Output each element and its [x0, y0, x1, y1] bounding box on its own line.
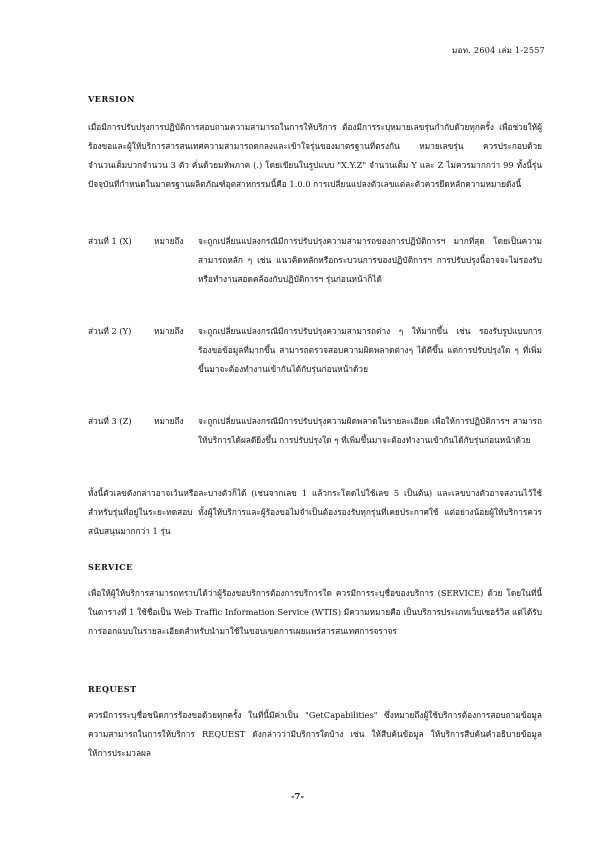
version-intro-paragraph: เมื่อมีการปรับปรุงการปฏิบัติการสอบถามความสามารถในการให้บริการ ต้องมีการระบุหมายเลขรุ่นกำกับด้วยทุกครั้ง เพื่อช่วยให้ผู้ร้องขอและผู้ให้บริการสารสนเทศความสามารถตกลงและเข้าใจรุ่นของมาตรฐานที่ตรงกัน หมายเลขรุ่น ควรประกอบด้วยจำนวนเต็มบวกจำนวน 3 ตัว คั่นด้วยมหัพภาค (.) โดยเขียนในรูปแบบ "X.Y.Z" จำนวนเต็ม Y และ Z ไม่ควรมากกว่า 99 ทั้งนี้รุ่นปัจจุบันที่กำหนดในมาตรฐานผลิตภัณฑ์อุตสาหกรรมนี้คือ 1.0.0 การเปลี่ยนแปลงตัวเลขแต่ละตัวควรยึดหลักความหมายดังนี้ [88, 122, 542, 189]
section-title-version: VERSION [88, 94, 135, 104]
version-item-description: จะถูกเปลี่ยนแปลงกรณีมีการปรับปรุงความสามารถต่าง ๆ ให้มากขึ้น เช่น รองรับรูปแบบการร้องขอข้อมูลที่มากขึ้น สามารถตรวจสอบความผิดพลาดต่างๆ ได้ดีขึ้น แต่การปรับปรุงใด ๆ ที่เพิ่มขึ้นมาจะต้องทำงานเข้ากันได้กับรุ่นก่อนหน้าด้วย [198, 326, 542, 374]
version-item-description: จะถูกเปลี่ยนแปลงกรณีมีการปรับปรุงความผิดพลาดในรายละเอียด เพื่อให้การปฏิบัติการฯ สามารถให้บริการได้ผลดียิ่งขึ้น การปรับปรุงใด ๆ ที่เพิ่มขึ้นมาจะต้องทำงานเข้ากันได้กับรุ่นก่อนหน้าด้วย [198, 416, 542, 445]
version-item-means: หมายถึง [154, 326, 184, 336]
version-item-means: หมายถึง [154, 416, 184, 426]
version-item-key: ส่วนที่ 3 (Z) [88, 416, 132, 426]
version-item-key: ส่วนที่ 1 (X) [88, 236, 132, 246]
standard-code-header: มอท. 2604 เล่ม 1-2557 [452, 46, 545, 55]
version-footnote-paragraph: ทั้งนี้ตัวเลขดังกล่าวอาจเว้นหรือละบางตัวก็ได้ (เช่นจากเลข 1 แล้วกระโดดไปใช้เลข 5 เป็นต้น) และเลขบางตัวอาจสงวนไว้ใช้สำหรับรุ่นที่อยู่ในระยะทดสอบ ทั้งผู้ให้บริการและผู้ร้องขอไม่จำเป็นต้องรองรับทุกรุ่นที่เคยประกาศใช้ แต่อย่างน้อยผู้ให้บริการควรสนับสนุนมากกว่า 1 รุ่น [88, 488, 542, 536]
page-number: -7- [291, 792, 304, 802]
version-item-means: หมายถึง [154, 236, 184, 246]
section-title-request: REQUEST [88, 684, 137, 694]
section-title-service: SERVICE [88, 562, 133, 572]
version-item-key: ส่วนที่ 2 (Y) [88, 326, 132, 336]
service-paragraph: เพื่อให้ผู้ให้บริการสามารถทราบได้ว่าผู้ร้องขอบริการต้องการบริการใด ควรมีการระบุชื่อของบริการ (SERVICE) ด้วย โดยในที่นี้ในตารางที่ 1 ใช้ชื่อเป็น Web Traffic Information Service (WTIS) มีความหมายคือ เป็นบริการประเภทเว็บเซอร์วิส แต่ได้รับการออกแบบในรายละเอียดสำหรับนำมาใช้ในขอบเขตการเผยแพร่สารสนเทศการจราจร [88, 588, 542, 636]
version-item-description: จะถูกเปลี่ยนแปลงกรณีมีการปรับปรุงความสามารถของการปฏิบัติการฯ มากที่สุด โดยเป็นความสามารถหลัก ๆ เช่น แนวคิดหลักหรือกระบวนการของปฏิบัติการฯ การปรับปรุงนี้อาจจะไม่รองรับหรือทำงานสอดคล้องกับปฏิบัติการฯ รุ่นก่อนหน้าก็ได้ [198, 236, 542, 284]
request-paragraph: ควรมีการระบุชื่อชนิดการร้องขอด้วยทุกครั้ง ในที่นี้มีค่าเป็น "GetCapabilities" ซึ่งหมายถึงผู้ใช้บริการต้องการสอบถามข้อมูลความสามารถในการให้บริการ REQUEST ดังกล่าวว่ามีบริการใดบ้าง เช่น ให้สืบค้นข้อมูล ให้บริการสืบค้นคำอธิบายข้อมูล ให้การประมวลผล [88, 710, 542, 758]
